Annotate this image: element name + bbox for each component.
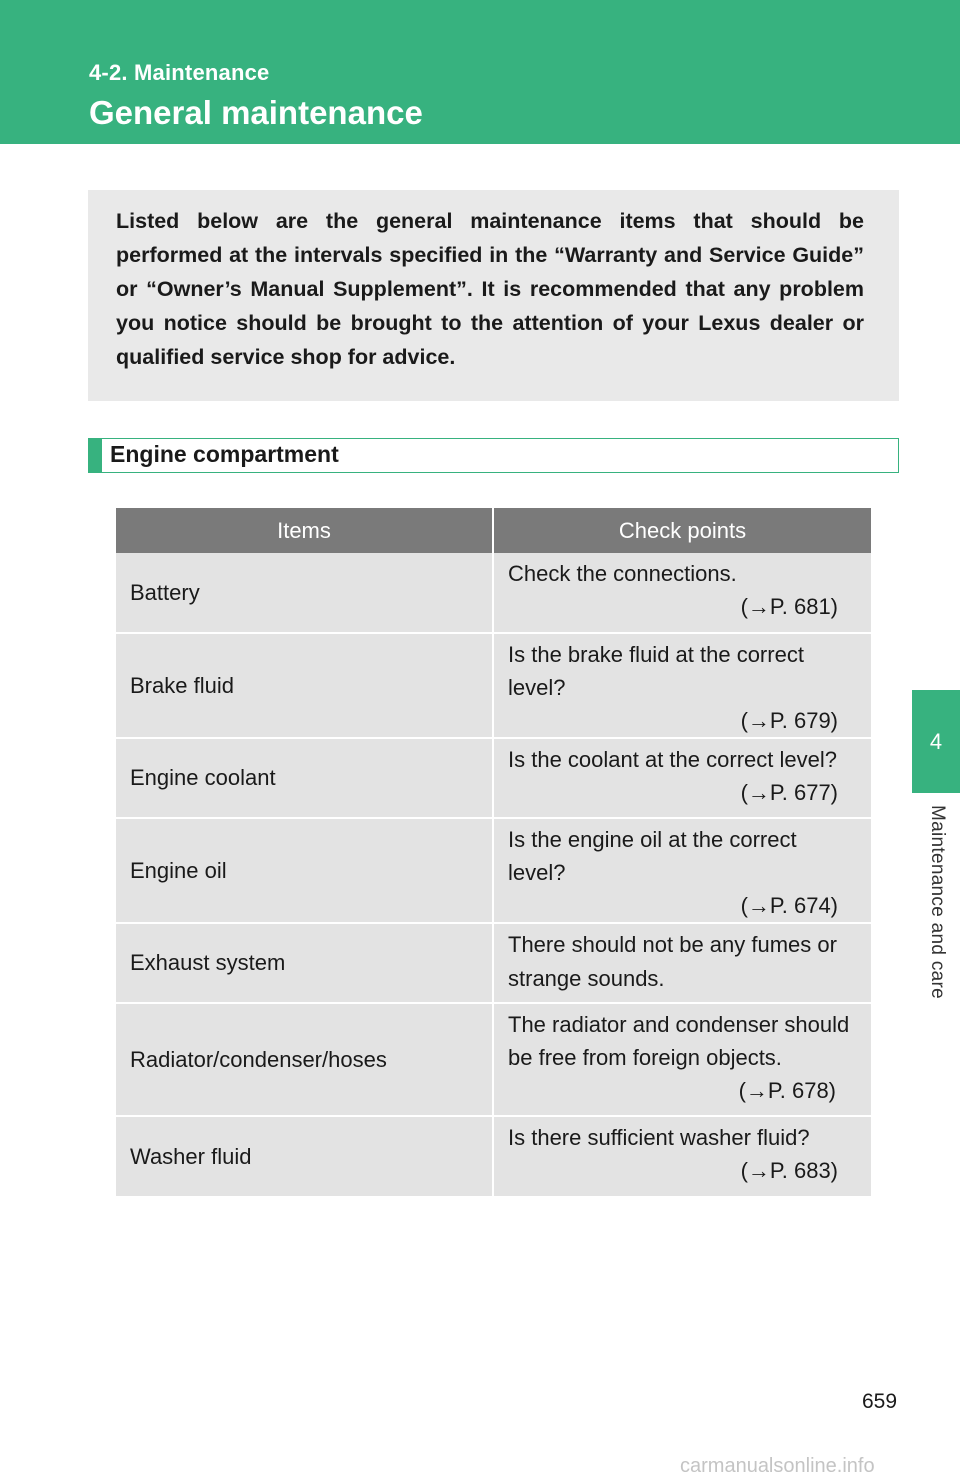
check-cell	[493, 818, 871, 923]
table-row	[116, 738, 871, 818]
table-row	[116, 553, 871, 633]
check-cell	[493, 738, 871, 818]
table-row	[116, 1003, 871, 1116]
check-cell	[493, 633, 871, 738]
check-text: Is the engine oil at the correct level?	[508, 827, 797, 885]
check-text: Is the coolant at the correct level?	[508, 747, 837, 772]
chapter-tab: 4	[912, 690, 960, 793]
page-header	[0, 0, 960, 144]
chapter-label: Maintenance and care	[927, 805, 948, 1000]
section-label: 4-2. Maintenance	[89, 60, 270, 85]
page-reference: (→P. 674)	[740, 893, 838, 918]
page-title: General maintenance	[89, 94, 423, 131]
table-header-row	[116, 508, 871, 553]
table-row	[116, 1116, 871, 1196]
page-reference: (→P. 679)	[740, 708, 838, 733]
maintenance-table	[116, 508, 871, 1196]
item-cell: Brake fluid	[116, 633, 493, 738]
check-cell	[493, 553, 871, 633]
table-row	[116, 923, 871, 1003]
page-reference: (→P. 681)	[740, 594, 838, 619]
check-cell	[493, 1116, 871, 1196]
intro-box: Listed below are the general maintenance items that should be performed at the intervals specified in the “Warranty and Service Guide” or “Owner’s Manual Supplement”. It is recommended that any problem you notice should be brought to the attention of your Lexus dealer or qualified service shop for advice.	[88, 190, 899, 401]
item-cell: Engine oil	[116, 818, 493, 923]
page-reference: (→P. 678)	[738, 1078, 836, 1103]
item-cell: Exhaust system	[116, 923, 493, 1003]
item-cell: Washer fluid	[116, 1116, 493, 1196]
check-text: There should not be any fumes or strange sounds.	[508, 932, 837, 991]
subheading-text: Engine compartment	[110, 441, 339, 467]
check-cell	[493, 923, 871, 1003]
table-row	[116, 818, 871, 923]
page-reference: (→P. 677)	[740, 780, 838, 805]
subheading-box	[88, 438, 899, 473]
page-reference: (→P. 683)	[740, 1158, 838, 1183]
page-number: 659	[862, 1390, 898, 1413]
item-cell: Engine coolant	[116, 738, 493, 818]
subheading-accent-bar	[88, 438, 102, 473]
check-text: Is the brake fluid at the correct level?	[508, 642, 804, 700]
check-text: Is there sufficient washer fluid?	[508, 1125, 810, 1150]
column-header-items: Items	[116, 508, 493, 553]
item-cell: Radiator/condenser/hoses	[116, 1003, 493, 1116]
table-row	[116, 633, 871, 738]
check-text: The radiator and condenser should be free from foreign objects.	[508, 1012, 850, 1070]
check-cell	[493, 1003, 871, 1116]
item-cell: Battery	[116, 553, 493, 633]
watermark-text: carmanualsonline.info	[680, 1455, 875, 1477]
check-text: Check the connections.	[508, 561, 737, 586]
column-header-check-points: Check points	[493, 508, 871, 553]
